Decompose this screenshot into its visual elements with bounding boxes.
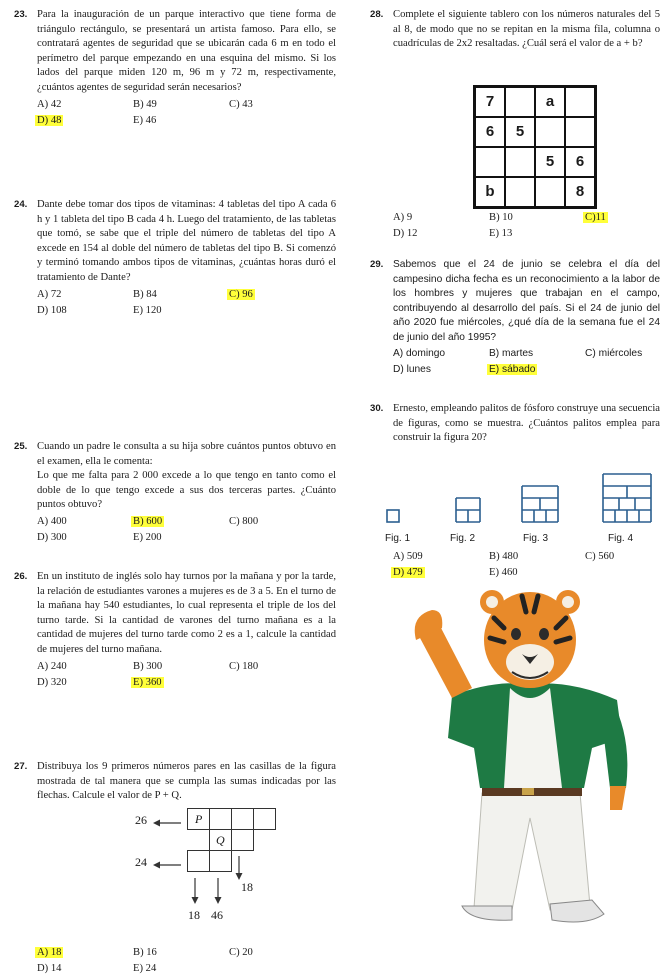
option-e[interactable]: E) 360 [133, 676, 162, 688]
option-e[interactable]: E) 460 [489, 566, 518, 578]
option-c[interactable]: C) 560 [585, 550, 615, 562]
grid-cell [253, 808, 276, 830]
option-c[interactable]: C)11 [585, 212, 606, 223]
arrow-left-icon [153, 818, 183, 828]
option-e[interactable]: E) 200 [133, 531, 162, 543]
option-e[interactable]: E) sábado [489, 363, 536, 375]
option-b[interactable]: B) 480 [489, 550, 519, 562]
right-column [370, 8, 660, 581]
option-e[interactable]: E) 46 [133, 114, 157, 126]
question-quote: Lo que me falta para 2 000 excede a lo que tengo en tanto como el doble de lo que tengo excede a sus dos terceras partes. ¿Cuánto puntos obtuvo? [37, 470, 336, 511]
option-a[interactable]: A) 42 [37, 98, 62, 110]
board-cell [475, 147, 505, 177]
fig-label: Fig. 2 [450, 532, 476, 544]
question-23 [14, 8, 336, 198]
board-cell: 7 [475, 87, 505, 117]
option-d[interactable]: D) 300 [37, 531, 67, 543]
option-a[interactable]: A) 240 [37, 660, 67, 672]
board-cell: 6 [475, 117, 505, 147]
board-cell: 5 [535, 147, 565, 177]
board-cell: 6 [565, 147, 595, 177]
cell-p: P [187, 808, 210, 830]
sudoku-board [473, 85, 597, 209]
sum-grid-figure [37, 808, 336, 943]
matchstick-figures [370, 452, 660, 547]
board-cell: b [475, 177, 505, 207]
option-b[interactable]: B) 10 [489, 212, 513, 223]
option-c[interactable]: C) 180 [229, 660, 259, 672]
question-number: 24. [14, 199, 28, 210]
option-b[interactable]: B) 84 [133, 288, 157, 300]
option-b[interactable]: B) martes [489, 347, 534, 359]
question-text: En un instituto de inglés solo hay turnos por la mañana y por la tarde, la relación de estudiantes varones a mujeres es de 3 a 5. En el turno de la mañana hay 540 estudiantes, lo cual representa el triple de los del turno tarde. Si la cantidad de varones del turno mañana es a la cantidad de mujeres del turno tarde como 2 es a 1, calcule la cantidad de mujeres del turno mañana. [37, 571, 336, 655]
option-c[interactable]: C) miércoles [585, 347, 643, 359]
board-cell: 8 [565, 177, 595, 207]
option-b[interactable]: B) 16 [133, 946, 157, 958]
option-d[interactable]: D) 48 [37, 114, 62, 126]
question-text: Sabemos que el 24 de junio se celebra el día del campesino dicha fecha es un reconocimiento a la labor de los hombres y mujeres que trabajan en el campo, contribuyendo al desarrollo del país. Si el 24 de junio del año 2020 fue miércoles, ¿qué día de la semana fue el 24 de junio del año 1995? [393, 259, 660, 343]
option-e[interactable]: E) 120 [133, 304, 162, 316]
question-number: 30. [370, 403, 384, 414]
question-text: Complete el siguiente tablero con los números naturales del 5 al 8, de modo que no se repitan en la misma fila, columna o cuadrículas de 2x2 resaltadas. ¿Cuál será el valor de a + b? [393, 9, 660, 50]
option-d[interactable]: D) 108 [37, 304, 67, 316]
board-cell [535, 177, 565, 207]
question-28 [370, 8, 660, 258]
option-c[interactable]: C) 96 [229, 288, 253, 300]
question-text: Ernesto, empleando palitos de fósforo construye una secuencia de figuras, como se muestra. ¿Cuántos palitos emplea para construir la figura 20? [393, 403, 660, 444]
options [37, 97, 336, 129]
board-cell [565, 87, 595, 117]
board-cell: 5 [505, 117, 535, 147]
sum-right-label: 18 [241, 879, 253, 894]
arrow-down-icon [234, 856, 244, 880]
board-cell: a [535, 87, 565, 117]
options [393, 346, 660, 378]
question-text: Cuando un padre le consulta a su hija sobre cuántos puntos obtuvo en el examen, ella le comenta: [37, 441, 336, 467]
board-cell [565, 117, 595, 147]
question-30 [370, 402, 660, 581]
options [393, 549, 660, 581]
question-number: 23. [14, 9, 28, 20]
option-b[interactable]: B) 600 [133, 515, 163, 527]
tiger-mascot-illustration [412, 588, 652, 928]
grid-cell [231, 829, 254, 851]
arrow-down-icon [213, 878, 223, 904]
option-b[interactable]: B) 49 [133, 98, 157, 110]
question-25 [14, 440, 336, 570]
question-26 [14, 570, 336, 760]
option-e[interactable]: E) 13 [489, 228, 513, 239]
board-cell [535, 117, 565, 147]
cell-q: Q [209, 829, 232, 851]
option-b[interactable]: B) 300 [133, 660, 163, 672]
sum-row3-label: 24 [135, 854, 147, 869]
option-a[interactable]: A) 509 [393, 550, 423, 562]
question-number: 29. [370, 259, 384, 270]
question-number: 25. [14, 441, 28, 452]
option-c[interactable]: C) 20 [229, 946, 253, 958]
grid-cell [187, 850, 210, 872]
option-d[interactable]: D) lunes [393, 363, 431, 375]
sum-col2-label: 46 [211, 907, 223, 922]
grid-cell [209, 850, 232, 872]
question-text: Distribuya los 9 primeros números pares en las casillas de la figura mostrada de tal manera que se cumpla las sumas indicadas por las flechas. Calcule el valor de P + Q. [37, 761, 336, 802]
option-d[interactable]: D) 320 [37, 676, 67, 688]
question-number: 28. [370, 9, 384, 20]
option-a[interactable]: A) 400 [37, 515, 67, 527]
option-a[interactable]: A) 72 [37, 288, 62, 300]
option-d[interactable]: D) 14 [37, 962, 62, 974]
question-27 [14, 760, 336, 977]
fig-label: Fig. 1 [385, 532, 411, 544]
options [37, 514, 336, 546]
option-c[interactable]: C) 800 [229, 515, 259, 527]
option-e[interactable]: E) 24 [133, 962, 157, 974]
options [37, 945, 336, 977]
question-24 [14, 198, 336, 440]
arrow-down-icon [190, 878, 200, 904]
sum-col1-label: 18 [188, 907, 200, 922]
option-c[interactable]: C) 43 [229, 98, 253, 110]
fig-label: Fig. 4 [608, 532, 634, 544]
question-text: Dante debe tomar dos tipos de vitaminas: 4 tabletas del tipo A cada 6 h y 1 tableta del tipo B cada 4 h. Luego del tratamiento, de las tabletas que tomó, se sabe que el triple del número de tabletas del tipo A excede en 154 al doble del número de tabletas del tipo B. Si comenzó y terminó tomando ambos tipos de vitaminas, ¿cuántas horas duró el tratamiento de Dante? [37, 199, 336, 283]
board-cell [505, 177, 535, 207]
board-cell [505, 147, 535, 177]
question-number: 26. [14, 571, 28, 582]
options [37, 287, 336, 319]
option-d[interactable]: D) 479 [393, 566, 423, 578]
question-text: Para la inauguración de un parque interactivo que tiene forma de triángulo rectángulo, se presentará un artista famoso. Para ello, se contratará agentes de seguridad que se ubicarán cada 6 m en todo el perímetro del parque empezando en una esquina del mismo. Si los lados del parque miden 120 m, 96 m y 72 m, respectivamente, ¿cuántos agentes de seguridad serán necesarios? [37, 9, 336, 93]
fig-label: Fig. 3 [523, 532, 549, 544]
question-number: 27. [14, 761, 28, 772]
option-d[interactable]: D) 12 [393, 228, 418, 239]
matchstick-sequence-figure [377, 452, 667, 534]
grid-cell [209, 808, 232, 830]
question-29 [370, 258, 660, 402]
left-column [14, 8, 336, 977]
arrow-left-icon [153, 860, 183, 870]
option-a[interactable]: A) domingo [393, 347, 446, 359]
grid-cell [231, 808, 254, 830]
options [393, 210, 667, 242]
board-cell [505, 87, 535, 117]
option-a[interactable]: A) 18 [37, 946, 62, 958]
sum-row1-label: 26 [135, 812, 147, 827]
option-a[interactable]: A) 9 [393, 212, 413, 223]
options [37, 659, 336, 691]
